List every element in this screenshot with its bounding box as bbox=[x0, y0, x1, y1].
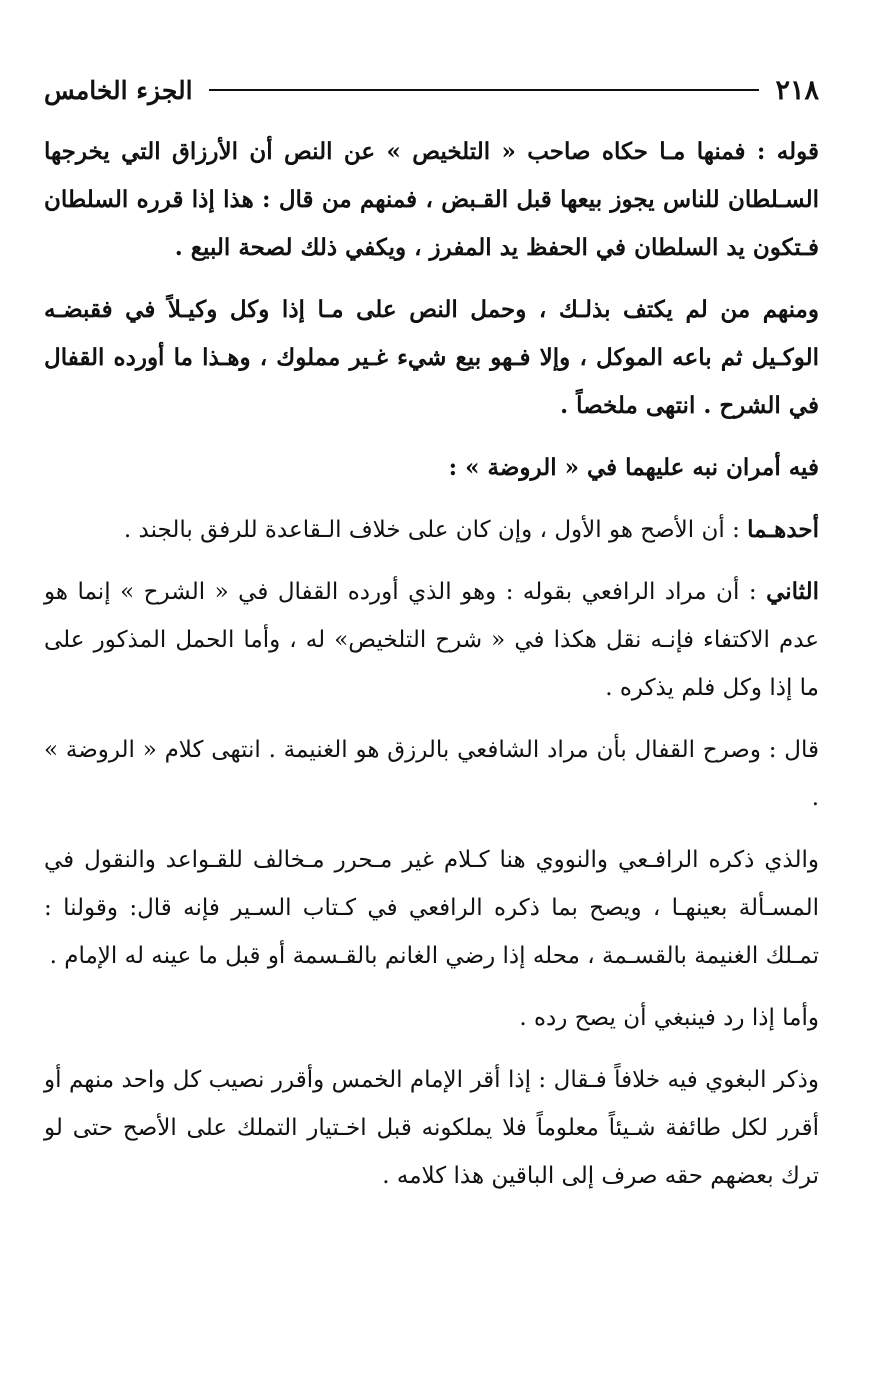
header-rule bbox=[209, 89, 760, 91]
page-body bbox=[44, 128, 819, 1214]
paragraph-7: والذي ذكره الرافـعي والنووي هنا كـلام غير مـحرر مـخالف للقـواعد والنقول في المسـألة بعينهـا ، ويصح بما ذكره الرافعي في كـتاب السـير فإنه قال: وقولنا : تمـلك الغنيمة بالقسـمة ، محله إذا رضي الغانم بالقـسمة أو قبل ما عينه له الإمام . bbox=[44, 847, 819, 969]
paragraph-3: فيه أمران نبه عليهما في « الروضة » : bbox=[448, 454, 819, 481]
page-header bbox=[44, 70, 819, 110]
page-number: ٢١٨ bbox=[775, 74, 819, 106]
paragraph-4-lead: أحدهـما bbox=[747, 516, 819, 543]
paragraph-6: قال : وصرح القفال بأن مراد الشافعي بالرزق هو الغنيمة . انتهى كلام « الروضة » . bbox=[44, 737, 819, 811]
paragraph-8: وأما إذا رد فينبغي أن يصح رده . bbox=[519, 1005, 819, 1031]
paragraph-5-text: : أن مراد الرافعي بقوله : وهو الذي أورده القفال في « الشرح » إنما هو عدم الاكتفاء فإنـه نقل هكذا في « شرح التلخيص» له ، وأما الحمل المذكور على ما إذا وكل فلم يذكره . bbox=[44, 579, 819, 701]
paragraph-5 bbox=[44, 568, 819, 712]
paragraph-1: قوله : فمنها مـا حكاه صاحب « التلخيص » عن النص أن الأرزاق التي يخرجها السـلطان للناس يجوز بيعها قبل القـبض ، فمنهم من قال : هذا إذا قرره السلطان فـتكون يد السلطان في الحفظ يد المفرز ، ويكفي ذلك لصحة البيع . bbox=[44, 138, 819, 261]
running-title: الجزء الخامس bbox=[44, 75, 193, 105]
paragraph-5-lead: الثاني bbox=[766, 578, 820, 605]
paragraph-4 bbox=[44, 506, 819, 554]
paragraph-2: ومنهم من لم يكتف بذلـك ، وحمل النص على مـا إذا وكل وكيـلاً في فقبضـه الوكـيل ثم باعه الموكل ، وإلا فـهو بيع شيء غـير مملوك ، وهـذا ما أورده القفال في الشرح . انتهى ملخصاً . bbox=[44, 296, 819, 419]
paragraph-9: وذكر البغوي فيه خلافاً فـقال : إذا أقر الإمام الخمس وأقرر نصيب كل واحد منهم أو أقرر لكل طائفة شـيئاً معلوماً فلا يملكونه قبل اخـتيار التملك على الأصح حتى لو ترك بعضهم حقه صرف إلى الباقين هذا كلامه . bbox=[44, 1067, 819, 1189]
paragraph-4-text: : أن الأصح هو الأول ، وإن كان على خلاف الـقاعدة للرفق بالجند . bbox=[123, 517, 740, 543]
